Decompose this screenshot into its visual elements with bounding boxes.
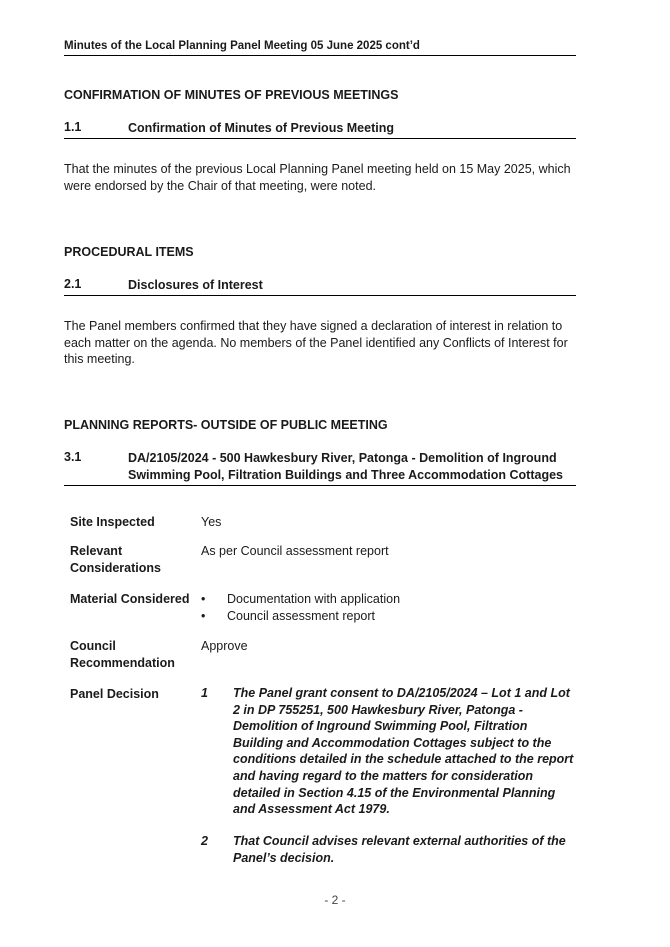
- page-number: - 2 -: [324, 893, 346, 907]
- item-heading-3-1: [64, 450, 576, 486]
- site-inspected-label: Site Inspected: [70, 515, 155, 529]
- relevant-considerations-value: As per Council assessment report: [201, 544, 389, 558]
- bullet-icon: •: [201, 609, 206, 623]
- document-page: Minutes of the Local Planning Panel Meeting 05 June 2025 cont’d CONFIRMATION OF MINUTES OF PREVIOUS MEETINGS 1.1 Confirmation of Minutes of Previous Meeting That the minutes of the previous Local Planning Panel meeting held on 15 May 2025, which were endorsed by the Chair of that meeting, were noted. PROCEDURAL ITEMS 2.1 Disclosures of Interest The Panel members confirmed that they have signed a declaration of interest in relation to each matter on the agenda. No members of the Panel identified any Conflicts of Interest for this meeting. PLANNING REPORTS- OUTSIDE OF PUBLIC MEETING 3.1 DA/2105/2024 - 500 Hawkesbury River, Patonga - Demolition of Inground Swimming Pool, Filtration Buildings and Three Accommodation Cottages Site Inspected Yes Relevant Considerations As per Council assessment report Material Considered • Documentation with application • Council assessment report Council Recommendation Approve Panel Decision 1 The Panel grant consent to DA/2105/2024 – Lot 1 and Lot 2 in DP 755251, 500 Hawkesbury River, Patonga - Demolition of Inground Swimming Pool, Filtration Building and Accommodation Cottages subject to the conditions detailed in the schedule attached to the report and having regard to the matters for consideration detailed in Section 4.15 of the Environmental Planning and Assessment Act 1979. 2 That Council advises relevant external authorities of the Panel’s decision. - 2 -: [0, 0, 670, 947]
- council-recommendation-label: Council Recommendation: [70, 639, 175, 670]
- decision-text: That Council advises relevant external authorities of the Panel’s decision.: [233, 834, 566, 865]
- item-number: 1.1: [64, 120, 82, 134]
- paragraph-disclosures: The Panel members confirmed that they have signed a declaration of interest in relation to each matter on the agenda. No members of the Panel identified any Conflicts of Interest for this meeting.: [64, 319, 568, 366]
- relevant-considerations-label: Relevant Considerations: [70, 544, 161, 575]
- decision-number: 2: [201, 834, 208, 848]
- section-heading-confirmation: CONFIRMATION OF MINUTES OF PREVIOUS MEETINGS: [64, 88, 399, 102]
- section-heading-procedural: PROCEDURAL ITEMS: [64, 245, 194, 259]
- bullet-icon: •: [201, 592, 206, 606]
- item-title: Disclosures of Interest: [128, 278, 263, 292]
- section-heading-planning-reports: PLANNING REPORTS- OUTSIDE OF PUBLIC MEETING: [64, 418, 388, 432]
- material-considered-label: Material Considered: [70, 592, 190, 606]
- item-heading-2-1: [64, 277, 576, 296]
- item-number: 2.1: [64, 277, 82, 291]
- decision-text: The Panel grant consent to DA/2105/2024 – Lot 1 and Lot 2 in DP 755251, 500 Hawkesbury River, Patonga - Demolition of Inground Swimming Pool, Filtration Building and Accommodation Cottages subject to the conditions detailed in the schedule attached to the report and having regard to the matters for consideration detailed in Section 4.15 of the Environmental Planning and Assessment Act 1979.: [233, 686, 574, 817]
- running-header: Minutes of the Local Planning Panel Meeting 05 June 2025 cont’d: [64, 40, 576, 56]
- council-recommendation-value: Approve: [201, 639, 248, 653]
- panel-decision-label: Panel Decision: [70, 687, 159, 701]
- item-title: DA/2105/2024 - 500 Hawkesbury River, Patonga - Demolition of Inground Swimming Pool, Filtration Buildings and Three Accommodation Cottages: [128, 451, 563, 482]
- item-title: Confirmation of Minutes of Previous Meeting: [128, 121, 394, 135]
- paragraph-minutes: That the minutes of the previous Local Planning Panel meeting held on 15 May 2025, which were endorsed by the Chair of that meeting, were noted.: [64, 162, 571, 193]
- item-heading-1-1: [64, 120, 576, 139]
- decision-number: 1: [201, 686, 208, 700]
- site-inspected-value: Yes: [201, 515, 222, 529]
- item-number: 3.1: [64, 450, 82, 464]
